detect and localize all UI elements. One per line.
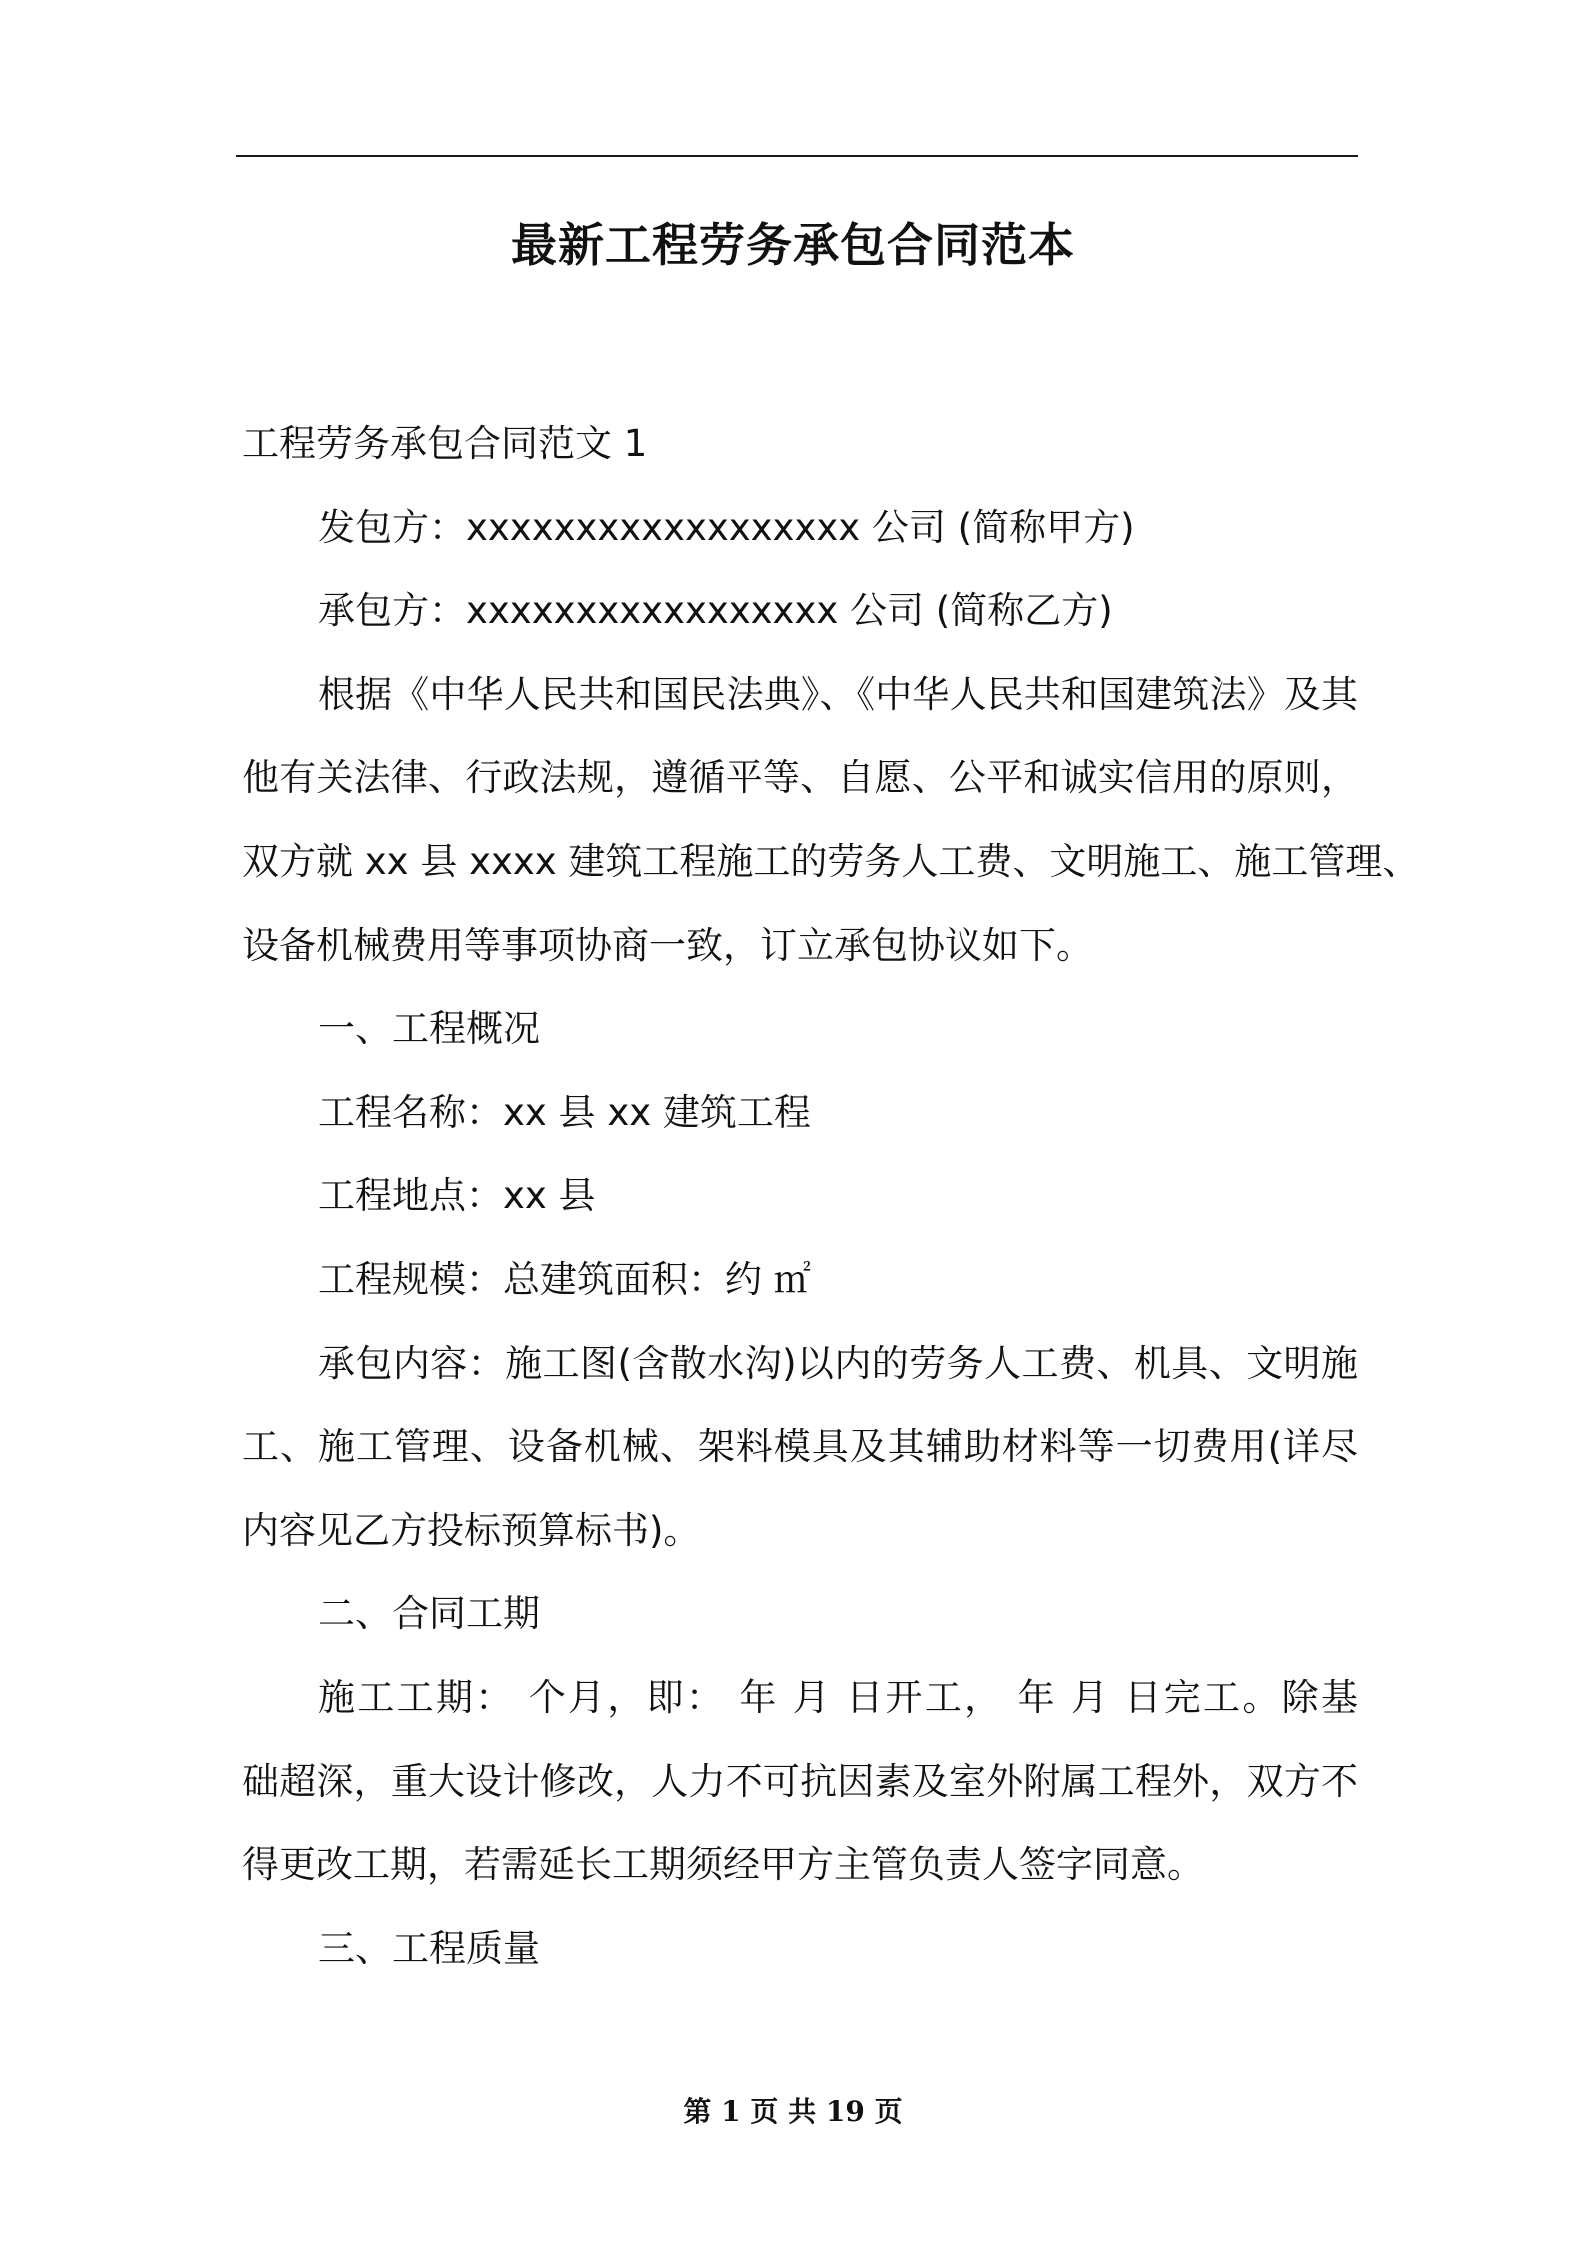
section-heading-sample-1: 工程劳务承包合同范文 1 (242, 422, 648, 465)
paragraph-line: 双方就 xx 县 xxxx 建筑工程施工的劳务人工费、文明施工、施工管理、 (242, 839, 1420, 883)
section-heading-quality: 三、工程质量 (318, 1926, 540, 1970)
paragraph-line: 他有关法律、行政法规，遵循平等、自愿、公平和诚实信用的原则， (242, 756, 1358, 800)
paragraph-line: 础超深，重大设计修改，人力不可抗因素及室外附属工程外，双方不 (242, 1759, 1358, 1803)
section-heading-overview: 一、工程概况 (318, 1007, 540, 1051)
contractor-line: 承包方：xxxxxxxxxxxxxxxxx 公司 (简称乙方) (318, 589, 1113, 633)
document-body (242, 402, 1420, 1990)
paragraph-line: 根据《中华人民共和国民法典》、《中华人民共和国建筑法》及其 (318, 672, 1358, 716)
project-scale-line: 工程规模：总建筑面积：约 ㎡ (318, 1257, 811, 1301)
page-number: 第 1 页 共 19 页 (683, 2095, 903, 2128)
project-name-line: 工程名称：xx 县 xx 建筑工程 (318, 1090, 811, 1134)
paragraph-line: 工、施工管理、设备机械、架料模具及其辅助材料等一切费用(详尽 (242, 1425, 1358, 1469)
paragraph-line: 设备机械费用等事项协商一致，订立承包协议如下。 (242, 923, 1093, 967)
paragraph-line: 得更改工期，若需延长工期须经甲方主管负责人签字同意。 (242, 1843, 1204, 1887)
paragraph-line: 承包内容：施工图(含散水沟)以内的劳务人工费、机具、文明施 (318, 1341, 1358, 1385)
employer-line: 发包方：xxxxxxxxxxxxxxxxxx 公司 (简称甲方) (318, 505, 1135, 549)
paragraph-line: 施工工期： 个月，即： 年 月 日开工， 年 月 日完工。除基 (318, 1675, 1358, 1719)
paragraph-line: 内容见乙方投标预算标书)。 (242, 1508, 701, 1552)
header-rule (236, 155, 1358, 157)
section-heading-duration: 二、合同工期 (318, 1592, 540, 1636)
project-location-line: 工程地点：xx 县 (318, 1174, 596, 1218)
document-title: 最新工程劳务承包合同范本 (511, 218, 1075, 272)
